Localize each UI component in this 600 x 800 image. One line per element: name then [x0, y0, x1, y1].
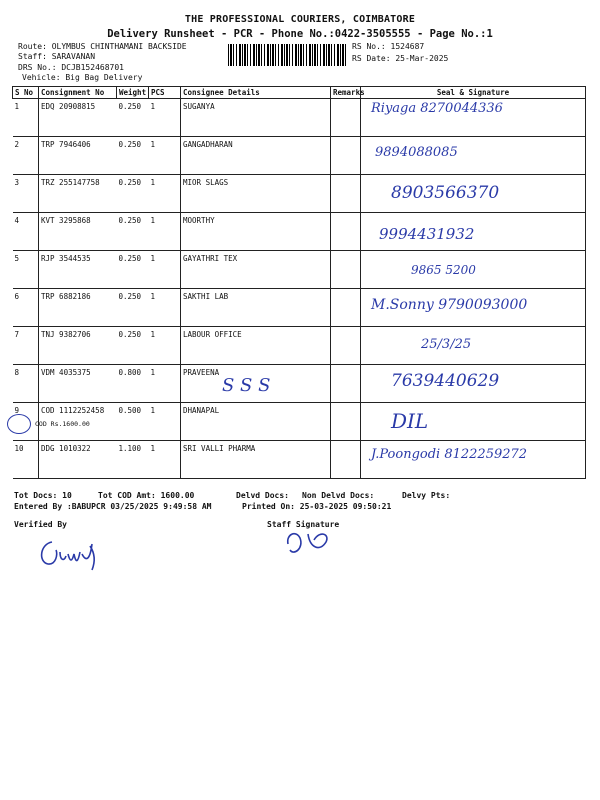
handwritten-signature: 7639440629 — [391, 371, 500, 391]
handwritten-signature: J.Poongodi 8122259272 — [371, 447, 528, 462]
signature-cell — [361, 137, 586, 175]
consignee: SUGANYA — [181, 99, 331, 137]
weight: 1.100 — [117, 441, 149, 479]
consignee: SRI VALLI PHARMA — [181, 441, 331, 479]
table-row — [13, 327, 586, 365]
table-row — [13, 99, 586, 137]
rs-no: RS No.: 1524687 — [352, 42, 425, 51]
cod-amount: COD Rs.1600.00 — [35, 420, 90, 428]
col-pcs: PCS — [149, 87, 181, 99]
signature-cell — [361, 175, 586, 213]
table-row — [13, 251, 586, 289]
weight: 0.500 — [117, 403, 149, 441]
pcs: 1 — [149, 251, 181, 289]
consignee: MOORTHY — [181, 213, 331, 251]
rs-date: RS Date: 25-Mar-2025 — [352, 54, 449, 63]
sno: 10 — [13, 441, 39, 479]
pcs: 1 — [149, 289, 181, 327]
delivered-docs: Delvd Docs: — [236, 491, 289, 500]
staff: Staff: SARAVANAN — [18, 52, 96, 61]
consignee: GANGADHARAN — [181, 137, 331, 175]
table-row — [13, 137, 586, 175]
table-row — [13, 365, 586, 403]
weight: 0.250 — [117, 137, 149, 175]
consignee: LABOUR OFFICE — [181, 327, 331, 365]
sno: 6 — [13, 289, 39, 327]
handwritten-signature: M.Sonny 9790093000 — [371, 297, 528, 313]
remarks — [331, 365, 361, 403]
vehicle: Vehicle: Big Bag Delivery — [22, 73, 143, 82]
drs-no: DRS No.: DCJB152468701 — [18, 63, 124, 72]
sno: 7 — [13, 327, 39, 365]
consignee: PRAVEENA — [181, 365, 331, 403]
route: Route: OLYMBUS CHINTHAMANI BACKSIDE — [18, 42, 187, 51]
consignment-no: DDG 1010322 — [39, 441, 117, 479]
consignment-no: KVT 3295868 — [39, 213, 117, 251]
consignee: SAKTHI LAB — [181, 289, 331, 327]
signature-cell — [361, 327, 586, 365]
signature-cell — [361, 403, 586, 441]
table-row — [13, 289, 586, 327]
remarks — [331, 213, 361, 251]
barcode-image — [228, 44, 346, 66]
consignment-no: TRZ 255147758 — [39, 175, 117, 213]
delivery-points: Delvy Pts: — [402, 491, 451, 500]
handwritten-signature: 9894088085 — [375, 145, 458, 160]
col-weight: Weight — [117, 87, 149, 99]
consignee: MIOR SLAGS — [181, 175, 331, 213]
table-row — [13, 175, 586, 213]
consignment-no: EDQ 20908815 — [39, 99, 117, 137]
weight: 0.250 — [117, 289, 149, 327]
pcs: 1 — [149, 175, 181, 213]
signature-cell — [361, 251, 586, 289]
remarks — [331, 137, 361, 175]
consignment-no: TRP 6882186 — [39, 289, 117, 327]
sno: 3 — [13, 175, 39, 213]
sno: 1 — [13, 99, 39, 137]
consignment-no: VDM 4035375 — [39, 365, 117, 403]
col-remarks: Remarks — [331, 87, 361, 99]
weight: 0.250 — [117, 251, 149, 289]
col-consignment: Consignment No — [39, 87, 117, 99]
circled-row-marker — [7, 414, 31, 434]
pcs: 1 — [149, 99, 181, 137]
signature-cell — [361, 99, 586, 137]
handwritten-signature: 25/3/25 — [421, 337, 472, 352]
consignment-no: RJP 3544535 — [39, 251, 117, 289]
col-sno: S No — [13, 87, 39, 99]
remarks — [331, 289, 361, 327]
consignment-no: TNJ 9382706 — [39, 327, 117, 365]
consignment-no — [35, 403, 117, 441]
weight: 0.250 — [117, 213, 149, 251]
weight: 0.250 — [117, 327, 149, 365]
verified-by-label: Verified By — [14, 520, 67, 529]
signature-cell — [361, 365, 586, 403]
table-header-row — [13, 87, 586, 99]
handwritten-signature: 8903566370 — [391, 183, 500, 203]
entered-by: Entered By :BABUPCR 03/25/2025 9:49:58 AM — [14, 502, 212, 511]
staff-signature-image — [280, 524, 340, 564]
consignment-no: TRP 7946406 — [39, 137, 117, 175]
pcs: 1 — [149, 327, 181, 365]
printed-on: Printed On: 25-03-2025 09:50:21 — [242, 502, 392, 511]
consignment-no-text: COD 1112252458 — [41, 406, 105, 415]
table-row — [13, 441, 586, 479]
company-title: THE PROFESSIONAL COURIERS, COIMBATORE — [184, 14, 416, 25]
remarks — [331, 251, 361, 289]
weight: 0.250 — [117, 99, 149, 137]
pcs: 1 — [149, 441, 181, 479]
consignee: GAYATHRI TEX — [181, 251, 331, 289]
sno: 8 — [13, 365, 39, 403]
staff-signature-label: Staff Signature — [267, 520, 340, 529]
remarks — [331, 99, 361, 137]
pcs: 1 — [149, 213, 181, 251]
sno: 9 — [13, 403, 39, 441]
consignee: DHANAPAL — [181, 403, 331, 441]
weight: 0.250 — [117, 175, 149, 213]
signature-cell — [361, 213, 586, 251]
sno: 4 — [13, 213, 39, 251]
col-signature: Seal & Signature — [361, 87, 586, 99]
handwritten-signature: DIL — [391, 409, 429, 433]
table-row — [13, 213, 586, 251]
signature-cell — [361, 289, 586, 327]
non-delivered-docs: Non Delvd Docs: — [302, 491, 375, 500]
table-row — [13, 403, 586, 441]
verifier-signature-image — [34, 532, 104, 574]
runsheet-subtitle: Delivery Runsheet - PCR - Phone No.:0422-3505555 - Page No.:1 — [107, 28, 493, 40]
col-consignee: Consignee Details — [181, 87, 331, 99]
sno: 2 — [13, 137, 39, 175]
sno: 5 — [13, 251, 39, 289]
pcs: 1 — [149, 365, 181, 403]
remarks — [331, 403, 361, 441]
runsheet-table — [12, 86, 586, 479]
weight: 0.800 — [117, 365, 149, 403]
pcs: 1 — [149, 137, 181, 175]
remarks — [331, 175, 361, 213]
remarks — [331, 327, 361, 365]
pcs: 1 — [149, 403, 181, 441]
handwritten-signature: 9865 5200 — [411, 263, 476, 277]
handwritten-signature: 9994431932 — [379, 225, 475, 243]
handwritten-note: S S S — [222, 375, 271, 396]
signature-cell — [361, 441, 586, 479]
handwritten-signature: Riyaga 8270044336 — [371, 101, 503, 116]
total-cod-amount: Tot COD Amt: 1600.00 — [98, 491, 195, 500]
remarks — [331, 441, 361, 479]
total-docs: Tot Docs: 10 — [14, 491, 72, 500]
